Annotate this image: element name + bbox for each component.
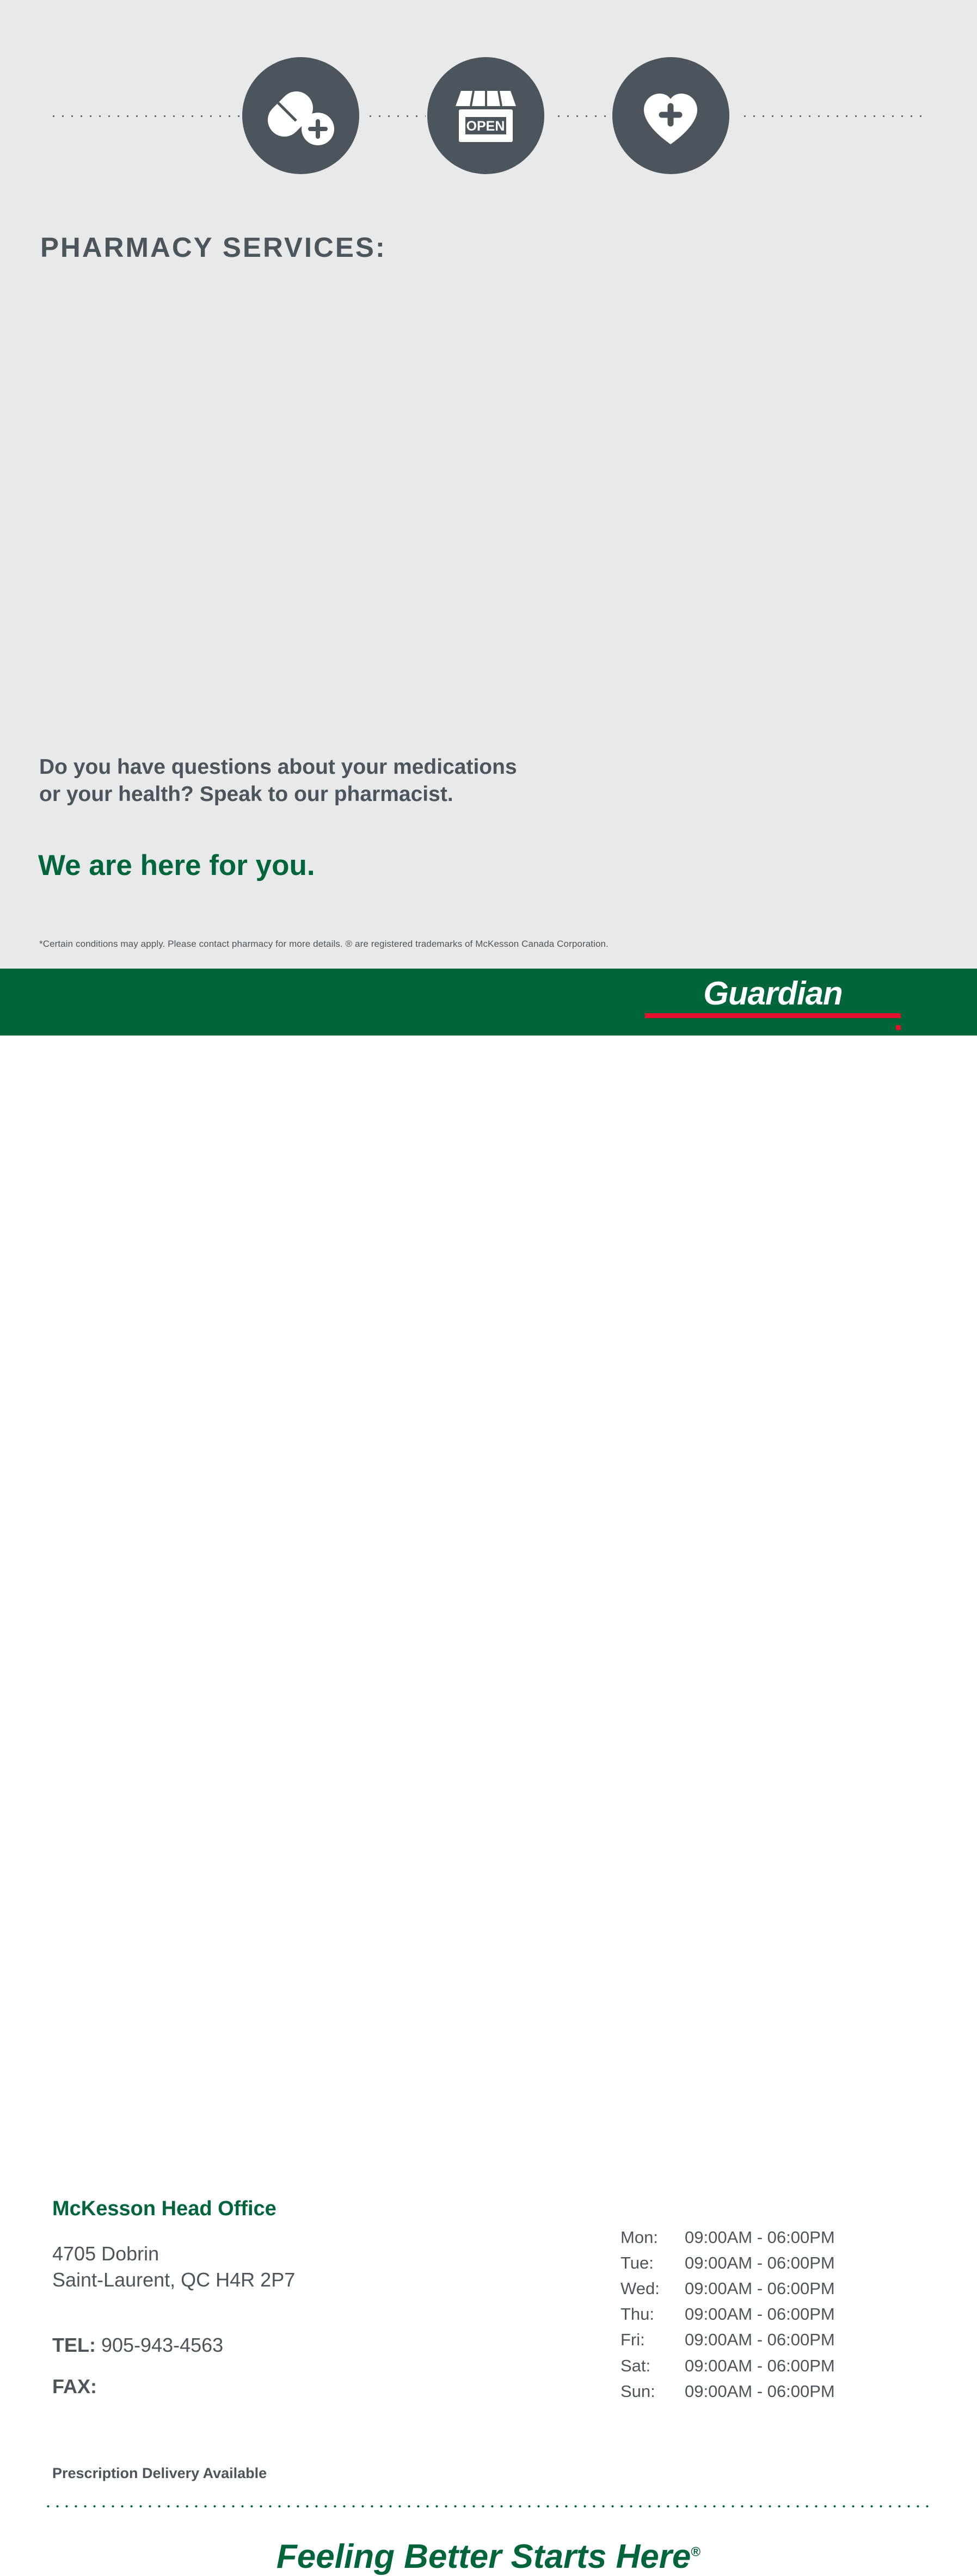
telephone-row <box>52 2334 223 2357</box>
hours-day: Thu: <box>620 2304 655 2324</box>
store-name: McKesson Head Office <box>52 2197 276 2220</box>
hours-time: 09:00AM - 06:00PM <box>685 2304 835 2324</box>
hours-row <box>620 2276 835 2301</box>
lead-line-2: or your health? Speak to our pharmacist. <box>39 782 453 806</box>
hours-row <box>620 2224 835 2250</box>
hours-row <box>620 2327 835 2352</box>
telephone-value: 905-943-4563 <box>101 2334 224 2356</box>
page-title: PHARMACY SERVICES: <box>40 232 386 263</box>
registered-mark: ® <box>691 2544 701 2560</box>
address-line-2: Saint-Laurent, QC H4R 2P7 <box>52 2268 296 2291</box>
heart-plus-icon <box>612 57 729 174</box>
hours-time: 09:00AM - 06:00PM <box>685 2253 835 2273</box>
store-hours <box>620 2224 835 2404</box>
hours-row <box>620 2250 835 2276</box>
hours-day: Wed: <box>620 2279 660 2298</box>
delivery-note: Prescription Delivery Available <box>52 2465 267 2481</box>
hours-time: 09:00AM - 06:00PM <box>685 2356 835 2375</box>
brand-bar <box>0 969 977 1036</box>
store-info-footer <box>0 1036 977 2575</box>
dotted-rule-left <box>49 115 239 118</box>
pharmacy-services-panel <box>0 0 977 969</box>
guardian-logo <box>645 977 901 1027</box>
hours-day: Fri: <box>620 2330 645 2350</box>
guardian-wordmark: Guardian <box>703 975 843 1012</box>
pill-plus-icon <box>242 57 359 174</box>
dotted-rule-mid-1 <box>366 115 426 118</box>
hours-time: 09:00AM - 06:00PM <box>685 2279 835 2298</box>
dotted-divider <box>44 2505 934 2508</box>
store-address <box>52 2241 295 2293</box>
hours-row <box>620 2378 835 2404</box>
hours-row <box>620 2301 835 2327</box>
disclaimer-text: *Certain conditions may apply. Please contact pharmacy for more details. ® are registered trademarks of McKesson Canada Corporation. <box>39 939 609 949</box>
icon-row <box>0 57 977 174</box>
guardian-underline <box>645 1013 901 1018</box>
tagline <box>0 2537 977 2576</box>
hours-day: Mon: <box>620 2228 658 2247</box>
fax-label: FAX: <box>52 2375 97 2398</box>
hours-row <box>620 2353 835 2378</box>
telephone-label: TEL: <box>52 2334 96 2356</box>
hours-time: 09:00AM - 06:00PM <box>685 2330 835 2350</box>
hours-time: 09:00AM - 06:00PM <box>685 2228 835 2247</box>
dotted-rule-mid-2 <box>554 115 614 118</box>
lead-line-1: Do you have questions about your medications <box>39 755 517 779</box>
store-open-icon <box>427 57 544 174</box>
hours-day: Sat: <box>620 2356 651 2375</box>
svg-text:OPEN: OPEN <box>466 119 505 134</box>
dotted-rule-right <box>740 115 928 118</box>
hours-time: 09:00AM - 06:00PM <box>685 2381 835 2401</box>
address-line-1: 4705 Dobrin <box>52 2242 159 2265</box>
headline: We are here for you. <box>38 849 315 882</box>
hours-day: Tue: <box>620 2253 654 2273</box>
tagline-text: Feeling Better Starts Here <box>276 2538 691 2575</box>
hours-day: Sun: <box>620 2381 655 2401</box>
guardian-registered-dot <box>896 1025 901 1030</box>
lead-paragraph <box>39 754 828 808</box>
fax-row <box>52 2375 97 2398</box>
